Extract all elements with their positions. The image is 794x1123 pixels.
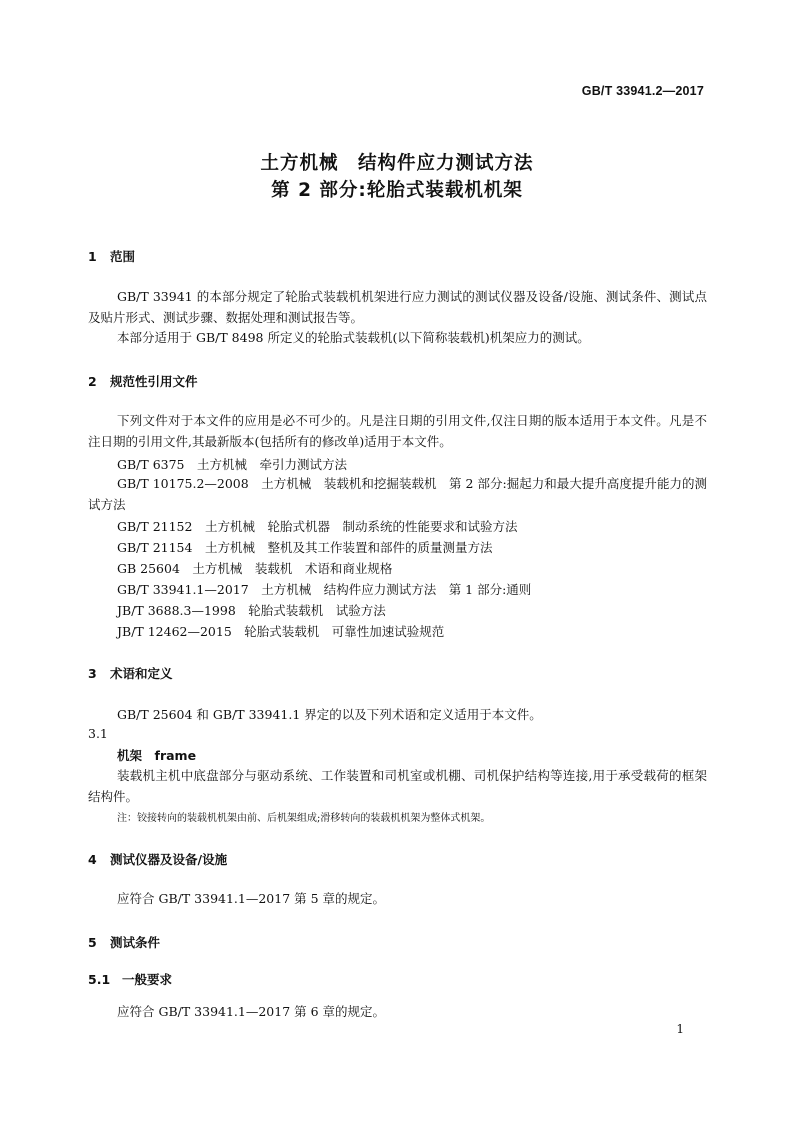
section-1-heading bbox=[88, 247, 135, 265]
section-title: 测试仪器及设备/设施 bbox=[110, 852, 228, 867]
term-note: 注：铰接转向的装载机机架由前、后机架组成;滑移转向的装载机机架为整体式机架。 bbox=[117, 813, 491, 824]
term-heading: 机架 frame bbox=[117, 748, 197, 763]
section-3-paragraph-1: GB/T 25604 和 GB/T 33941.1 界定的以及下列术语和定义适用于本文件。 bbox=[117, 707, 542, 722]
reference-item: JB/T 12462—2015 轮胎式装载机 可靠性加速试验规范 bbox=[117, 624, 445, 639]
section-4-heading bbox=[88, 850, 227, 868]
subsection-number: 5.1 bbox=[88, 972, 111, 987]
section-number: 4 bbox=[88, 852, 97, 867]
section-title: 术语和定义 bbox=[110, 666, 173, 681]
term-definition: 装载机主机中底盘部分与驱动系统、工作装置和司机室或机棚、司机保护结构等连接,用于承受载荷的框架结构件。 bbox=[88, 768, 707, 804]
reference-item: GB/T 6375 土方机械 牵引力测试方法 bbox=[117, 457, 348, 472]
section-4-paragraph-1: 应符合 GB/T 33941.1—2017 第 5 章的规定。 bbox=[117, 891, 386, 906]
section-5-paragraph-1: 应符合 GB/T 33941.1—2017 第 6 章的规定。 bbox=[117, 1004, 386, 1019]
section-1-paragraph-1: GB/T 33941 的本部分规定了轮胎式装载机机架进行应力测试的测试仪器及设备/设施、测试条件、测试点及贴片形式、测试步骤、数据处理和测试报告等。 bbox=[88, 289, 707, 325]
section-5-heading bbox=[88, 933, 160, 951]
reference-item: GB/T 21154 土方机械 整机及其工作装置和部件的质量测量方法 bbox=[117, 540, 493, 555]
term-number: 3.1 bbox=[88, 726, 108, 741]
reference-item: GB/T 21152 土方机械 轮胎式机器 制动系统的性能要求和试验方法 bbox=[117, 519, 518, 534]
reference-item: JB/T 3688.3—1998 轮胎式装载机 试验方法 bbox=[117, 603, 386, 618]
page-number: 1 bbox=[676, 1022, 684, 1036]
section-1-paragraph-2: 本部分适用于 GB/T 8498 所定义的轮胎式装载机(以下简称装载机)机架应力的测试。 bbox=[117, 330, 590, 345]
standard-code: GB/T 33941.2—2017 bbox=[581, 84, 704, 98]
section-number: 1 bbox=[88, 249, 97, 264]
section-2-paragraph-1: 下列文件对于本文件的应用是必不可少的。凡是注日期的引用文件,仅注日期的版本适用于本文件。凡是不注日期的引用文件,其最新版本(包括所有的修改单)适用于本文件。 bbox=[88, 413, 707, 449]
section-title: 测试条件 bbox=[110, 935, 161, 950]
subsection-5-1-heading bbox=[88, 970, 172, 988]
section-number: 5 bbox=[88, 935, 97, 950]
title-line-2: 第 2 部分:轮胎式装载机机架 bbox=[271, 180, 523, 201]
section-3-heading bbox=[88, 664, 173, 682]
section-title: 范围 bbox=[110, 249, 136, 264]
title-line-1: 土方机械 结构件应力测试方法 bbox=[260, 153, 534, 174]
section-title: 规范性引用文件 bbox=[110, 374, 198, 389]
reference-item: GB 25604 土方机械 装载机 术语和商业规格 bbox=[117, 561, 393, 576]
reference-item: GB/T 33941.1—2017 土方机械 结构件应力测试方法 第 1 部分:通则 bbox=[117, 582, 532, 597]
reference-item: GB/T 10175.2—2008 土方机械 装载机和挖掘装载机 第 2 部分:掘起力和最大提升高度提升能力的测试方法 bbox=[88, 476, 707, 512]
section-2-heading bbox=[88, 372, 198, 390]
section-number: 3 bbox=[88, 666, 97, 681]
subsection-title: 一般要求 bbox=[122, 972, 173, 987]
section-number: 2 bbox=[88, 374, 97, 389]
